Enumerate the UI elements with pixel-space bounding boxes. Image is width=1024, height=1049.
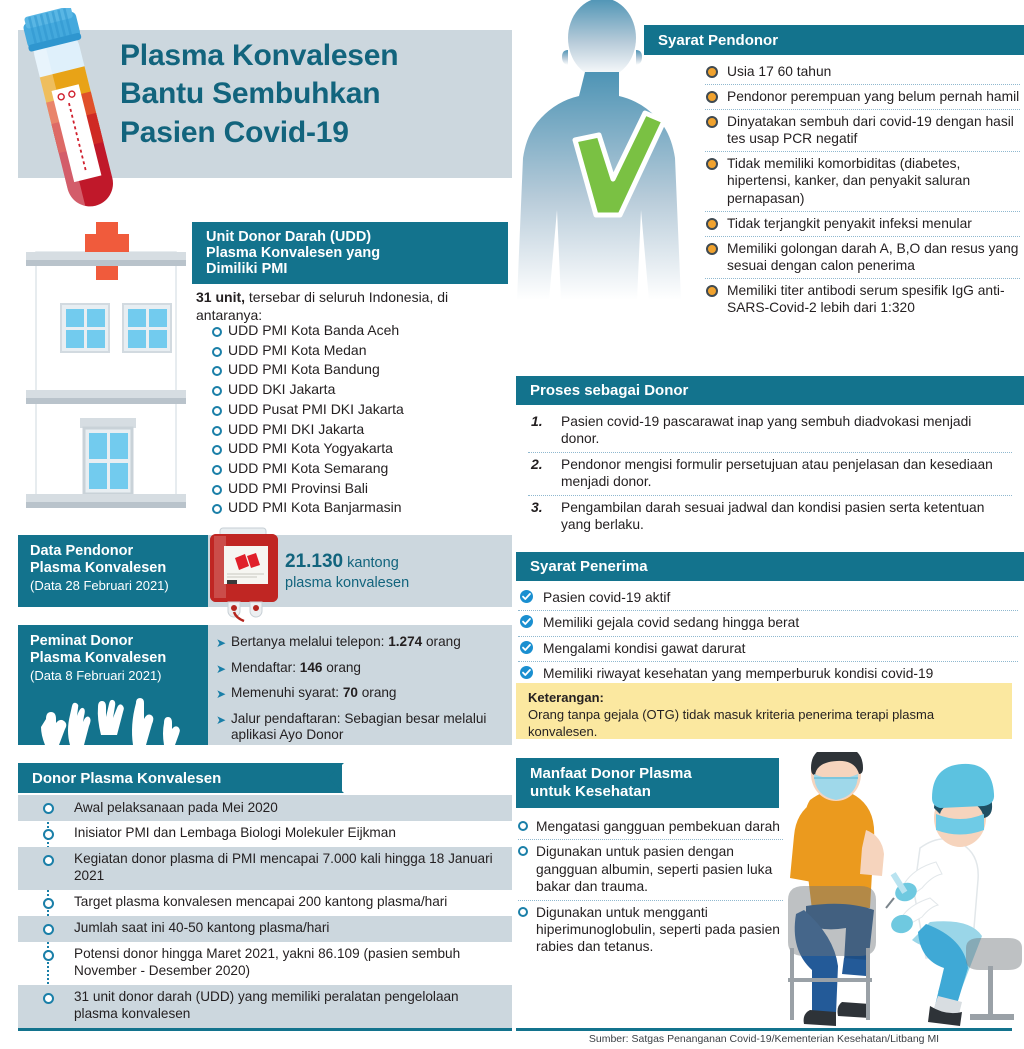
list-item: [216, 711, 502, 744]
manfaat-section-header: [516, 758, 779, 808]
list-item: UDD PMI Provinsi Bali: [210, 480, 510, 497]
peminat-title-line-2: Plasma Konvalesen: [30, 649, 167, 666]
arrow-icon: ➤: [216, 687, 227, 702]
manfaat-item-1: Digunakan untuk pasien dengan gangguan albumin, seperti pasien luka bakar dan trauma.: [536, 844, 773, 895]
proses-donor-header: [516, 376, 1024, 405]
title-line-3: Pasien Covid-19: [120, 115, 349, 149]
check-circle-icon: [520, 615, 533, 628]
data-pendonor-date: (Data 28 Februari 2021): [30, 578, 169, 594]
list-item: UDD PMI Kota Semarang: [210, 460, 510, 477]
list-item: [18, 916, 512, 942]
donor-plasma-item-3: Target plasma konvalesen mencapai 200 kantong plasma/hari: [74, 894, 448, 910]
bullet-circle-icon: [43, 924, 54, 935]
proses-donor-list: [528, 410, 1012, 537]
list-item: [705, 212, 1020, 237]
manfaat-item-2: Digunakan untuk mengganti hiperimunoglobulin, seperti pada pasien rabies dan tetanus.: [536, 904, 780, 955]
proses-donor-title: Proses sebagai Donor: [530, 382, 689, 399]
list-item: [18, 795, 512, 821]
list-item: [705, 237, 1020, 279]
donor-plasma-header-title: Donor Plasma Konvalesen: [32, 769, 222, 787]
orange-bullet-icon: [706, 91, 718, 103]
check-circle-icon: [520, 641, 533, 654]
bullet-circle-icon: [43, 898, 54, 909]
hospital-illustration: [18, 222, 198, 522]
proses-item-2: Pengambilan darah sesuai jadwal dan kondisi pasien serta ketentuan yang berlaku.: [561, 499, 985, 532]
udd-header-line-2: Plasma Konvalesen yang: [206, 244, 381, 261]
list-item: [528, 410, 1012, 453]
list-item: [216, 660, 502, 677]
orange-bullet-icon: [706, 285, 718, 297]
list-item: [518, 840, 783, 900]
keterangan-text: Orang tanpa gejala (OTG) tidak masuk kriteria penerima terapi plasma konvalesen.: [528, 706, 935, 739]
test-tube-illustration: [20, 8, 130, 223]
list-item: [528, 496, 1012, 538]
orange-bullet-icon: [706, 158, 718, 170]
bullet-circle-icon: [518, 846, 528, 856]
footer-source: Sumber: Satgas Penanganan Covid-19/Kementerian Kesehatan/Litbang MI: [588, 1033, 940, 1045]
data-pendonor-unit-1: kantong: [343, 555, 399, 571]
donor-plasma-item-5: Potensi donor hingga Maret 2021, yakni 86.109 (pasien sembuh November - Desember 2020): [74, 946, 461, 979]
udd-unit-count: 31 unit,: [196, 289, 246, 305]
data-pendonor-number: 21.130: [285, 551, 344, 572]
data-pendonor-title-line-2: Plasma Konvalesen: [30, 559, 167, 576]
donor-plasma-item-6: 31 unit donor darah (UDD) yang memiliki peralatan pengelolaan plasma konvalesen: [74, 989, 459, 1022]
step-number: 2.: [531, 455, 543, 472]
peminat-item-0-suffix: orang: [422, 634, 461, 649]
list-item: UDD DKI Jakarta: [210, 381, 510, 398]
list-item: UDD PMI Kota Banda Aceh: [210, 322, 510, 339]
list-item: [705, 60, 1020, 85]
check-circle-icon: [520, 666, 533, 679]
arrow-icon: ➤: [216, 661, 227, 676]
manfaat-item-0: Mengatasi gangguan pembekuan darah: [536, 819, 780, 834]
udd-intro-text: [196, 288, 496, 325]
bullet-circle-icon: [518, 821, 528, 831]
donor-plasma-item-0: Awal pelaksanaan pada Mei 2020: [74, 799, 278, 815]
peminat-donor-stats: [208, 625, 512, 745]
syarat-pendonor-item-2: Dinyatakan sembuh dari covid-19 dengan hasil tes usap PCR negatif: [727, 113, 1014, 147]
peminat-item-3-label: Jalur pendaftaran: Sebagian besar melalui aplikasi Ayo Donor: [231, 710, 487, 743]
list-item: UDD Pusat PMI DKI Jakarta: [210, 401, 510, 418]
proses-item-0: Pasien covid-19 pascarawat inap yang sembuh diadvokasi menjadi donor.: [561, 414, 972, 447]
orange-bullet-icon: [706, 66, 718, 78]
syarat-penerima-header: [516, 552, 1024, 581]
syarat-pendonor-header: [644, 25, 1024, 55]
syarat-pendonor-item-5: Memiliki golongan darah A, B,O dan resus yang sesuai dengan calon penerima: [727, 240, 1019, 273]
bullet-circle-icon: [43, 829, 54, 840]
data-pendonor-value: [285, 549, 485, 594]
bullet-circle-icon: [43, 855, 54, 866]
syarat-penerima-title: Syarat Penerima: [530, 558, 648, 575]
list-item: [705, 279, 1020, 320]
syarat-pendonor-list: [705, 60, 1020, 320]
syarat-pendonor-item-6: Memiliki titer antibodi serum spesifik IgG anti-SARS-Covid-2 lebih dari 1:320: [727, 282, 1005, 316]
list-item: [705, 152, 1020, 212]
step-number: 3.: [531, 498, 543, 515]
peminat-title-line-1: Peminat Donor: [30, 633, 134, 649]
title-line-2: Bantu Sembuhkan: [120, 77, 381, 111]
orange-bullet-icon: [706, 116, 718, 128]
donor-plasma-item-2: Kegiatan donor plasma di PMI mencapai 7.000 kali hingga 18 Januari 2021: [74, 851, 493, 884]
data-pendonor-unit-2: plasma konvalesen: [285, 575, 410, 592]
syarat-pendonor-item-0: Usia 17 60 tahun: [727, 64, 832, 79]
list-item: UDD PMI Kota Yogyakarta: [210, 440, 510, 457]
syarat-penerima-item-1: Memiliki gejala covid sedang hingga berat: [543, 615, 800, 631]
peminat-item-1-label: Mendaftar:: [231, 659, 300, 675]
peminat-donor-label: [18, 625, 208, 745]
donor-plasma-section-header: [18, 763, 342, 793]
bullet-circle-icon: [43, 950, 54, 961]
peminat-item-0-label: Bertanya melalui telepon:: [231, 634, 389, 649]
page-title: [120, 37, 520, 152]
data-pendonor-title-line-1: Data Pendonor: [30, 543, 134, 559]
udd-intro-rest: tersebar di seluruh Indonesia, di antaranya:: [196, 289, 449, 324]
footer-divider: [516, 1028, 1012, 1031]
list-item: [18, 942, 512, 985]
donor-plasma-underline: [18, 1028, 512, 1031]
manfaat-header-line-2: untuk Kesehatan: [530, 782, 651, 800]
list-item: [705, 110, 1020, 152]
orange-bullet-icon: [706, 243, 718, 255]
list-item: [18, 985, 512, 1028]
manfaat-list: [518, 815, 783, 960]
arrow-icon: ➤: [216, 636, 227, 650]
list-item: [18, 821, 512, 847]
peminat-item-1-value: 146: [299, 659, 323, 675]
list-item: [705, 85, 1020, 110]
syarat-pendonor-item-3: Tidak memiliki komorbiditas (diabetes, hipertensi, kanker, dan penyakit saluran pernapasan): [727, 156, 971, 206]
udd-section-header: [192, 222, 508, 284]
list-item: UDD PMI Kota Banjarmasin: [210, 499, 510, 516]
peminat-date: (Data 8 Februari 2021): [30, 668, 162, 684]
peminat-item-0-value: 1.274: [388, 634, 423, 649]
list-item: [518, 586, 1018, 611]
peminat-item-2-suffix: orang: [357, 685, 397, 701]
peminat-donor-list: [216, 634, 502, 744]
list-item: [518, 637, 1018, 662]
syarat-penerima-item-3: Memiliki riwayat kesehatan yang memperburuk kondisi covid-19: [543, 666, 934, 682]
udd-header-line-1: Unit Donor Darah (UDD): [206, 228, 372, 245]
vaccination-illustration: [770, 752, 1024, 1032]
manfaat-header-line-1: Manfaat Donor Plasma: [530, 765, 692, 782]
donor-plasma-item-1: Inisiator PMI dan Lembaga Biologi Molekuler Eijkman: [74, 825, 396, 841]
list-item: UDD PMI Kota Medan: [210, 342, 510, 359]
syarat-penerima-item-0: Pasien covid-19 aktif: [543, 590, 671, 605]
list-item: [518, 611, 1018, 636]
list-item: UDD PMI Kota Bandung: [210, 361, 510, 378]
bullet-circle-icon: [518, 907, 528, 917]
syarat-penerima-list: [518, 586, 1018, 687]
donor-plasma-item-4: Jumlah saat ini 40-50 kantong plasma/hari: [74, 920, 330, 936]
title-line-1: Plasma Konvalesen: [120, 39, 399, 72]
check-circle-icon: [520, 590, 533, 603]
donor-plasma-list: [18, 795, 512, 1028]
list-item: [518, 901, 783, 960]
list-item: [18, 847, 512, 890]
bullet-circle-icon: [43, 803, 54, 814]
list-item: [518, 815, 783, 840]
step-number: 1.: [531, 413, 543, 429]
arrow-icon: ➤: [216, 712, 227, 727]
orange-bullet-icon: [706, 218, 718, 230]
peminat-item-2-value: 70: [342, 685, 358, 701]
list-item: UDD PMI DKI Jakarta: [210, 421, 510, 438]
raised-hands-illustration: [18, 689, 208, 745]
keterangan-label: Keterangan:: [528, 690, 604, 705]
syarat-pendonor-item-1: Pendonor perempuan yang belum pernah hamil: [727, 88, 1020, 104]
proses-item-1: Pendonor mengisi formulir persetujuan atau penjelasan dan kesediaan menjadi donor.: [561, 456, 993, 490]
list-item: [216, 685, 502, 702]
udd-header-line-3: Dimiliki PMI: [206, 261, 288, 278]
peminat-item-1-suffix: orang: [322, 659, 361, 675]
syarat-pendonor-title: Syarat Pendonor: [658, 31, 779, 49]
blood-bag-illustration: [202, 524, 290, 622]
syarat-penerima-item-2: Mengalami kondisi gawat darurat: [543, 640, 746, 656]
data-pendonor-label: [18, 535, 208, 607]
bullet-circle-icon: [43, 993, 54, 1004]
peminat-item-2-label: Memenuhi syarat:: [231, 685, 343, 701]
list-item: [18, 890, 512, 916]
udd-list: [210, 322, 510, 519]
list-item: [216, 634, 502, 651]
syarat-pendonor-item-4: Tidak terjangkit penyakit infeksi menular: [727, 215, 972, 231]
keterangan-note: [516, 683, 1012, 739]
list-item: [528, 453, 1012, 496]
